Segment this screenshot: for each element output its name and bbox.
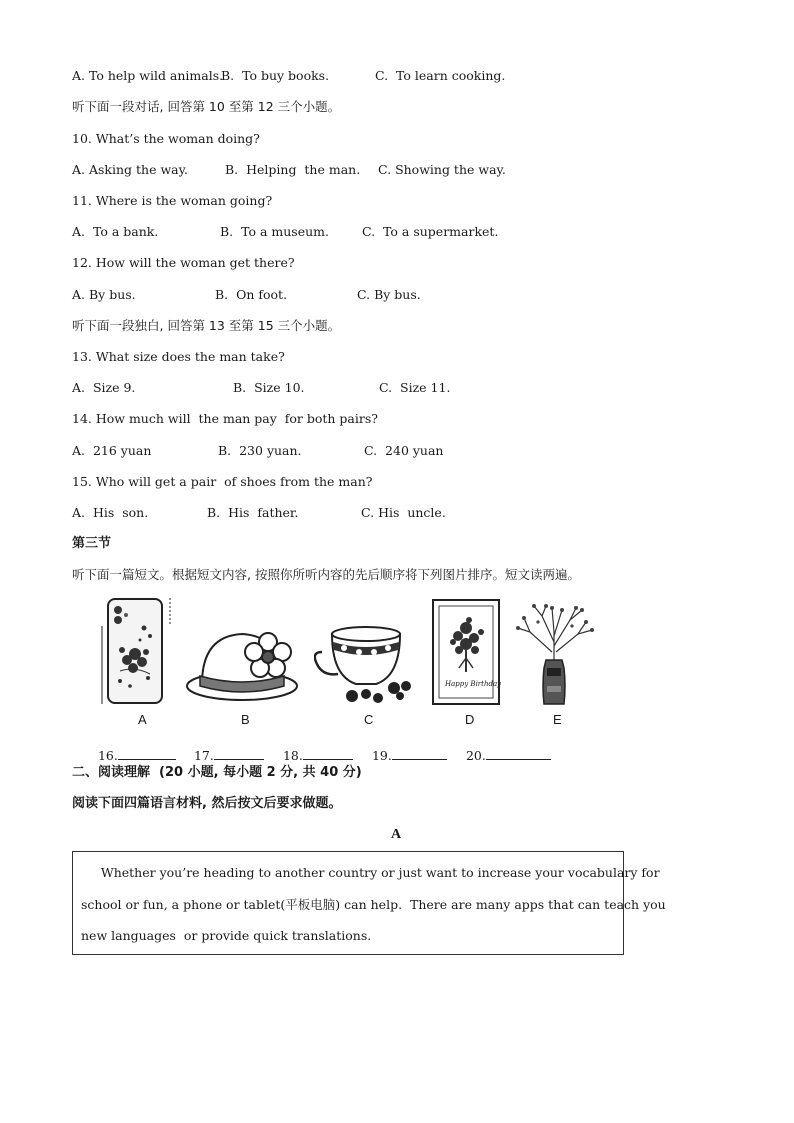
passage-line-1: Whether you’re heading to another country or just want to increase your vocabulary for (81, 865, 660, 880)
q11-stem: 11. Where is the woman going? (72, 193, 273, 208)
picture-label-b: B (241, 712, 250, 727)
blank-number: 19. (371, 748, 392, 763)
q9-option-a: A. To help wild animals. (72, 68, 224, 83)
part2-instruction: 阅读下面四篇语言材料, 然后按文后要求做题。 (72, 796, 342, 811)
q11-option-c: C. To a supermarket. (362, 224, 499, 239)
passage-line-3: new languages or provide quick translations. (81, 928, 372, 943)
picture-label-e: E (553, 712, 562, 727)
q11-option-b: B. To a museum. (220, 224, 329, 239)
q12-stem: 12. How will the woman get there? (72, 255, 295, 270)
picture-label-c: C (364, 712, 374, 727)
q12-option-c: C. By bus. (357, 287, 421, 302)
q10-option-c: C. Showing the way. (378, 162, 506, 177)
section3-instruction: 听下面一篇短文。根据短文内容, 按照你所听内容的先后顺序将下列图片排序。短文读两遍。 (72, 567, 580, 582)
blank-number: 18. (282, 748, 303, 763)
q10-option-b: B. Helping the man. (225, 162, 361, 177)
q9-option-b: B. To buy books. (221, 68, 330, 83)
q15-option-c: C. His uncle. (361, 505, 446, 520)
phone-case-icon (100, 596, 178, 710)
section3-title: 第三节 (72, 536, 112, 551)
blank-number: 17. (193, 748, 214, 763)
birthday-card-icon (431, 598, 503, 712)
answer-blank-19[interactable] (364, 732, 447, 763)
q13-option-b: B. Size 10. (233, 380, 305, 395)
teacup-icon (314, 622, 418, 708)
passage-line-2: school or fun, a phone or tablet(平板电脑) can help. There are many apps that can teach you (81, 897, 666, 912)
picture-label-a: A (138, 712, 147, 727)
q14-option-b: B. 230 yuan. (218, 443, 302, 458)
answer-blank-17[interactable] (186, 732, 264, 763)
q13-stem: 13. What size does the man take? (72, 349, 285, 364)
picture-label-d: D (465, 712, 475, 727)
q10-stem: 10. What’s the woman doing? (72, 131, 260, 146)
instruction-13-15: 听下面一段独白, 回答第 13 至第 15 三个小题。 (72, 318, 341, 333)
q14-option-c: C. 240 yuan (364, 443, 444, 458)
q9-option-c: C. To learn cooking. (375, 68, 506, 83)
q14-stem: 14. How much will the man pay for both pairs? (72, 411, 378, 426)
answer-blank-20[interactable] (458, 732, 551, 763)
q12-option-a: A. By bus. (72, 287, 136, 302)
hat-icon (184, 614, 302, 710)
q15-option-a: A. His son. (72, 505, 149, 520)
q12-option-b: B. On foot. (215, 287, 288, 302)
passage-letter: A (391, 827, 402, 842)
q13-option-c: C. Size 11. (379, 380, 451, 395)
blank-number: 16. (97, 748, 118, 763)
q11-option-a: A. To a bank. (72, 224, 159, 239)
q15-option-b: B. His father. (207, 505, 299, 520)
q13-option-a: A. Size 9. (72, 380, 136, 395)
blank-number: 20. (465, 748, 486, 763)
card-text: Happy Birthday (445, 680, 502, 688)
part2-title: 二、阅读理解 (20 小题, 每小题 2 分, 共 40 分) (72, 765, 362, 780)
q15-stem: 15. Who will get a pair of shoes from the man? (72, 474, 373, 489)
passage-box (72, 851, 666, 955)
vase-icon (512, 602, 596, 712)
q10-option-a: A. Asking the way. (72, 162, 188, 177)
q14-option-a: A. 216 yuan (72, 443, 152, 458)
instruction-10-12: 听下面一段对话, 回答第 10 至第 12 三个小题。 (72, 99, 341, 114)
answer-blank-16[interactable] (90, 732, 176, 763)
answer-blank-18[interactable] (275, 732, 353, 763)
